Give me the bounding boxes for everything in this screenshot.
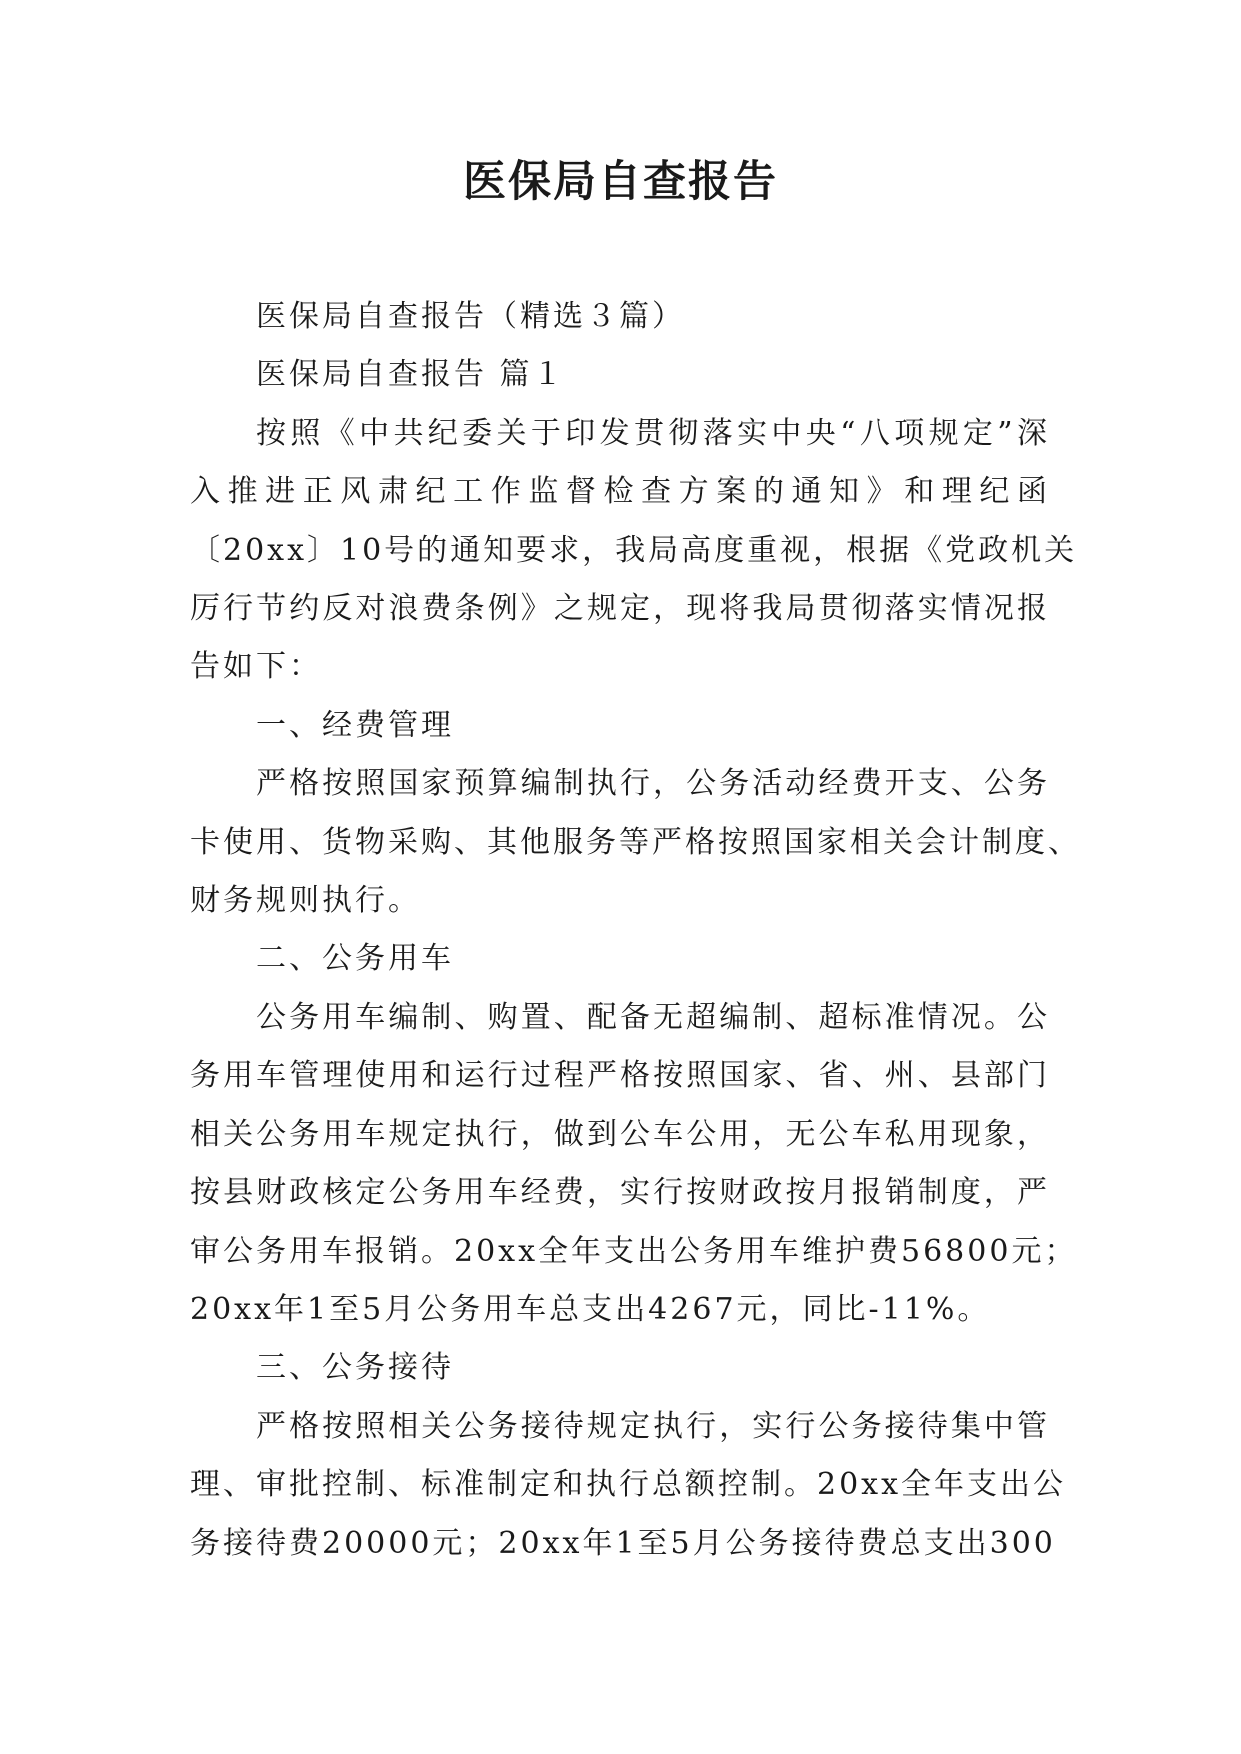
body-line: 二、公务用车	[256, 941, 454, 977]
body-line: 告如下：	[190, 649, 322, 685]
body-line: 相关公务用车规定执行，做到公车公用，无公车私用现象，	[190, 1116, 1050, 1152]
document-title: 医保局自查报告	[463, 157, 778, 207]
body-line: 三、公务接待	[256, 1350, 454, 1386]
body-line: 医保局自查报告 篇１	[256, 357, 566, 393]
body-line: 严格按照国家预算编制执行，公务活动经费开支、公务	[256, 766, 1050, 802]
body-line: 厉行节约反对浪费条例》之规定，现将我局贯彻落实情况报	[190, 591, 1050, 627]
body-line: 务用车管理使用和运行过程严格按照国家、省、州、县部门	[190, 1058, 1050, 1094]
body-line: 理、审批控制、标准制定和执行总额控制。20xx全年支出公	[190, 1467, 1067, 1503]
body-line: 按县财政核定公务用车经费，实行按财政按月报销制度，严	[190, 1175, 1050, 1211]
body-line: 财务规则执行。	[190, 883, 421, 919]
body-line: 一、经费管理	[256, 707, 454, 743]
body-line: 务接待费20000元；20xx年1至5月公务接待费总支出300	[190, 1525, 1056, 1561]
body-line: 入推进正风肃纪工作监督检查方案的通知》和理纪函	[190, 474, 1050, 510]
body-line: 严格按照相关公务接待规定执行，实行公务接待集中管	[256, 1408, 1050, 1444]
document-body	[190, 288, 1081, 1573]
body-line: 〔20xx〕10号的通知要求，我局高度重视，根据《党政机关	[190, 532, 1078, 568]
body-line: 20xx年1至5月公务用车总支出4267元，同比-11%。	[190, 1291, 991, 1327]
body-line: 审公务用车报销。20xx全年支出公务用车维护费56800元；	[190, 1233, 1078, 1269]
body-line: 医保局自查报告（精选３篇）	[256, 299, 685, 334]
body-line: 公务用车编制、购置、配备无超编制、超标准情况。公	[256, 999, 1050, 1035]
body-line: 按照《中共纪委关于印发贯彻落实中央“八项规定”深	[256, 415, 1050, 451]
body-line: 卡使用、货物采购、其他服务等严格按照国家相关会计制度、	[190, 824, 1081, 860]
